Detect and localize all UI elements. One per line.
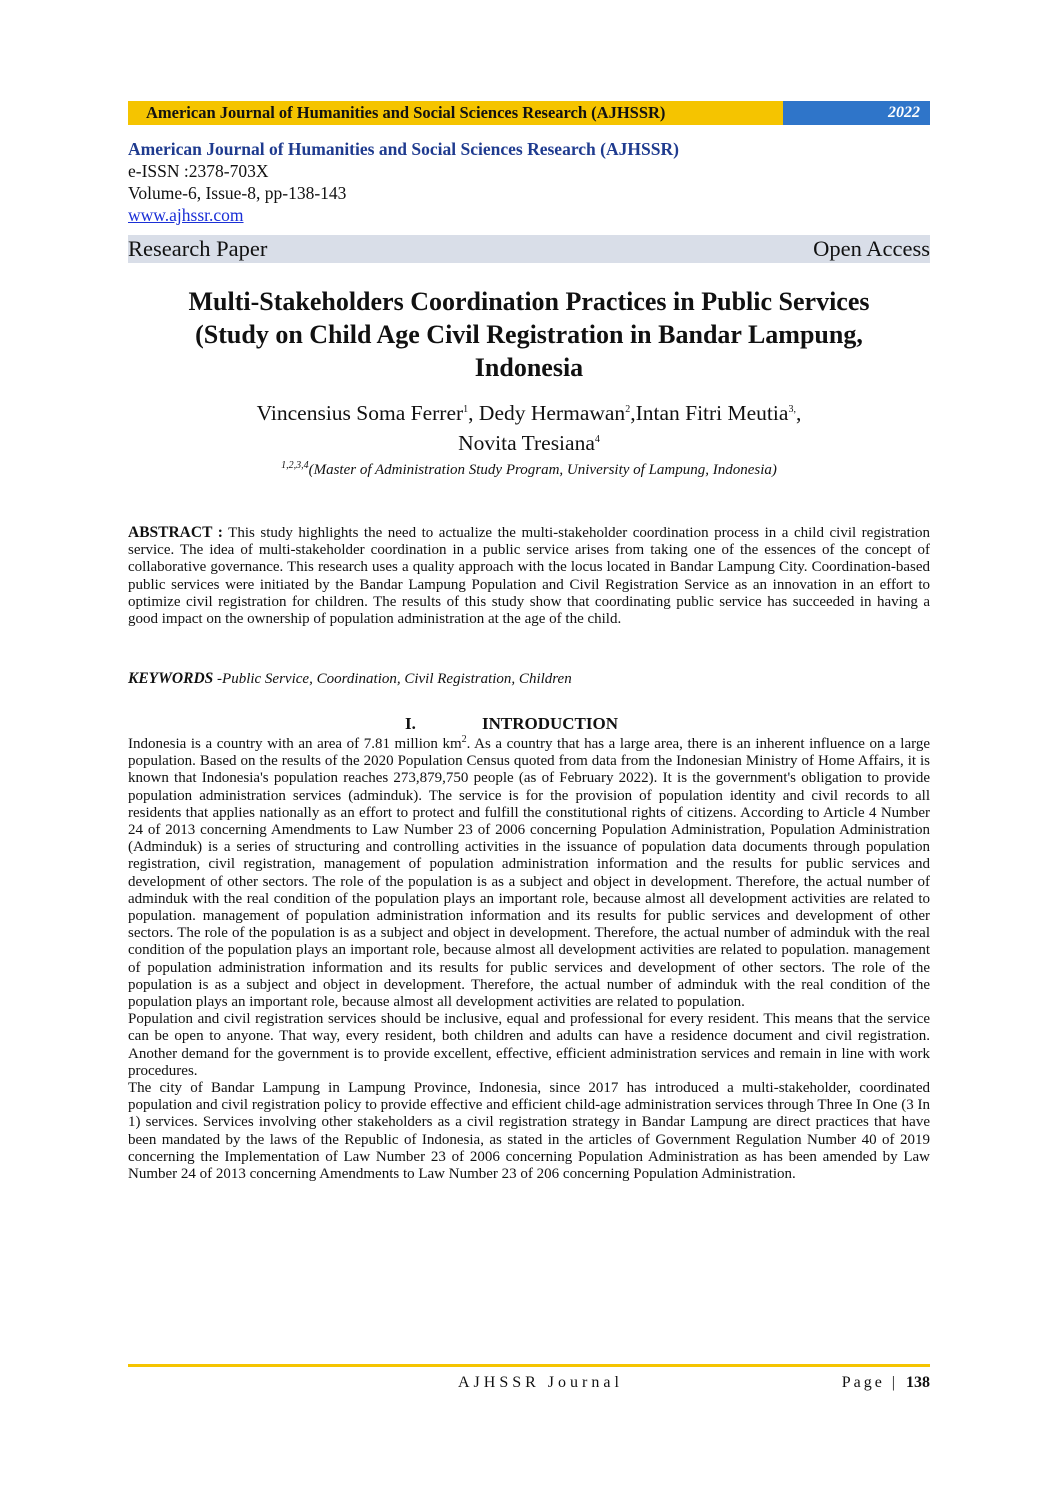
author-line-1	[128, 398, 930, 428]
journal-url-link[interactable]: www.ajhssr.com	[128, 205, 244, 225]
section-number: I.	[405, 714, 416, 733]
body-text	[128, 736, 930, 1183]
paper-title	[128, 285, 930, 384]
journal-band-year: 2022	[783, 101, 930, 125]
author-sup: 3,	[788, 403, 796, 415]
journal-meta	[128, 139, 930, 226]
author-name: Novita Tresiana	[458, 431, 595, 455]
affiliation-text: (Master of Administration Study Program, University of Lampung, Indonesia)	[308, 462, 777, 478]
author-name: Vincensius Soma Ferrer	[256, 401, 464, 425]
paragraph-text: Indonesia is a country with an area of 7.81 million km	[128, 736, 462, 752]
abstract	[128, 524, 930, 628]
access-type: Open Access	[813, 236, 930, 261]
abstract-text: This study highlights the need to actualize the multi-stakeholder coordination process in a child civil registration service. The idea of multi-stakeholder coordination in a public service arises from taking one of the essences of the concept of collaborative governance. This research uses a quality approach with the locus located in Bandar Lampung City. Coordination-based public services were initiated by the Bandar Lampung Population and Civil Registration Service as an innovation in an effort to optimize civil registration for children. The results of this study show that coordinating public service has succeeded in having a good impact on the ownership of population administration at the age of the child.	[128, 525, 930, 628]
title-line-1: Multi-Stakeholders Coordination Practices in Public Services	[188, 287, 870, 316]
author-list	[128, 398, 930, 458]
superscript: 2	[461, 734, 467, 745]
keywords-text: -Public Service, Coordination, Civil Registration, Children	[213, 671, 572, 687]
paper-type: Research Paper	[128, 236, 268, 261]
affiliation-sup: 1,2,3,4	[281, 460, 309, 471]
author-sup: 4	[594, 433, 600, 445]
author-separator: ,	[468, 401, 479, 425]
journal-name: American Journal of Humanities and Social Sciences Research (AJHSSR)	[128, 139, 679, 159]
paragraph	[128, 736, 930, 1011]
author-sup: 2	[625, 403, 631, 415]
author-separator: ,	[630, 401, 636, 425]
keywords	[128, 670, 930, 688]
paragraph: Population and civil registration services should be inclusive, equal and professional for every resident. This means that the service can be open to anyone. That way, every resident, both children and adults can have a residence document and civil registration. Another demand for the government is to provide excellent, effective, efficient administration services and remain in line with work procedures.	[128, 1011, 930, 1079]
author-line-2	[128, 428, 930, 458]
journal-band-title: American Journal of Humanities and Social Sciences Research (AJHSSR)	[128, 101, 783, 125]
author-name: Dedy Hermawan	[478, 401, 626, 425]
page-footer	[128, 1374, 930, 1398]
section-title: INTRODUCTION	[482, 714, 619, 733]
footer-page-number: 138	[906, 1374, 930, 1391]
title-line-2: (Study on Child Age Civil Registration in Bandar Lampung,	[195, 320, 863, 349]
author-sup: 1	[463, 403, 469, 415]
affiliation	[128, 460, 930, 480]
footer-rule	[128, 1364, 930, 1367]
author-name: Intan Fitri Meutia	[635, 401, 789, 425]
footer-page-label: Page |	[841, 1374, 898, 1391]
paper-type-band	[128, 235, 930, 263]
paragraph: The city of Bandar Lampung in Lampung Province, Indonesia, since 2017 has introduced a multi-stakeholder, coordinated population and civil registration policy to provide effective and efficient child-age administration services through Three In One (3 In 1) services. Services involving other stakeholders as a civil registration strategy in Bandar Lampung are direct practices that have been mandated by the laws of the Republic of Indonesia, as stated in the articles of Government Regulation Number 40 of 2019 concerning the Implementation of Law Number 23 of 2006 concerning Population Administration as has been amended by Law Number 24 of 2013 concerning Amendments to Law Number 23 of 206 concerning Population Administration.	[128, 1080, 930, 1183]
paragraph-text: . As a country that has a large area, there is an inherent influence on a large population. Based on the results of the 2020 Population Census quoted from data from the Indonesian Ministry of Home Affairs, it is known that Indonesia's population reaches 273,879,750 people (as of February 2022). It is the government's obligation to provide population administration services (adminduk). The service is for the provision of population identity and civil records to all residents that applies nationally as an effort to protect and fulfill the constitutional rights of citizens. According to Article 4 Number 24 of 2013 concerning Amendments to Law Number 23 of 2006 concerning Population Administration, Population Administration (Adminduk) is a series of structuring and controlling activities in the issuance of population data documents through population registration, civil registration, management of population administration information and the results for public services and development of other sectors. The role of the population is as a subject and object in development. Therefore, the actual number of adminduk with the real condition of the population plays an important role, because almost all development activities are related to population. management of population administration information and its results for public services and development of other sectors. The role of the population is as a subject and object in development. Therefore, the actual number of adminduk with the real condition of the population plays an important role, because almost all development activities are related to population. management of population administration information and its results for public services and development of other sectors. The role of the population is as a subject and object in development. Therefore, the actual number of adminduk with the real condition of the population plays an important role, because almost all development activities are related to population.	[128, 736, 930, 1011]
abstract-label: ABSTRACT :	[128, 524, 223, 541]
title-line-3: Indonesia	[474, 353, 584, 382]
eissn: e-ISSN :2378-703X	[128, 161, 269, 181]
footer-journal: AJHSSR Journal	[458, 1374, 623, 1391]
keywords-label: KEYWORDS	[128, 670, 214, 687]
volume-info: Volume-6, Issue-8, pp-138-143	[128, 183, 347, 203]
journal-header-band	[128, 101, 930, 125]
author-separator: ,	[795, 401, 802, 425]
